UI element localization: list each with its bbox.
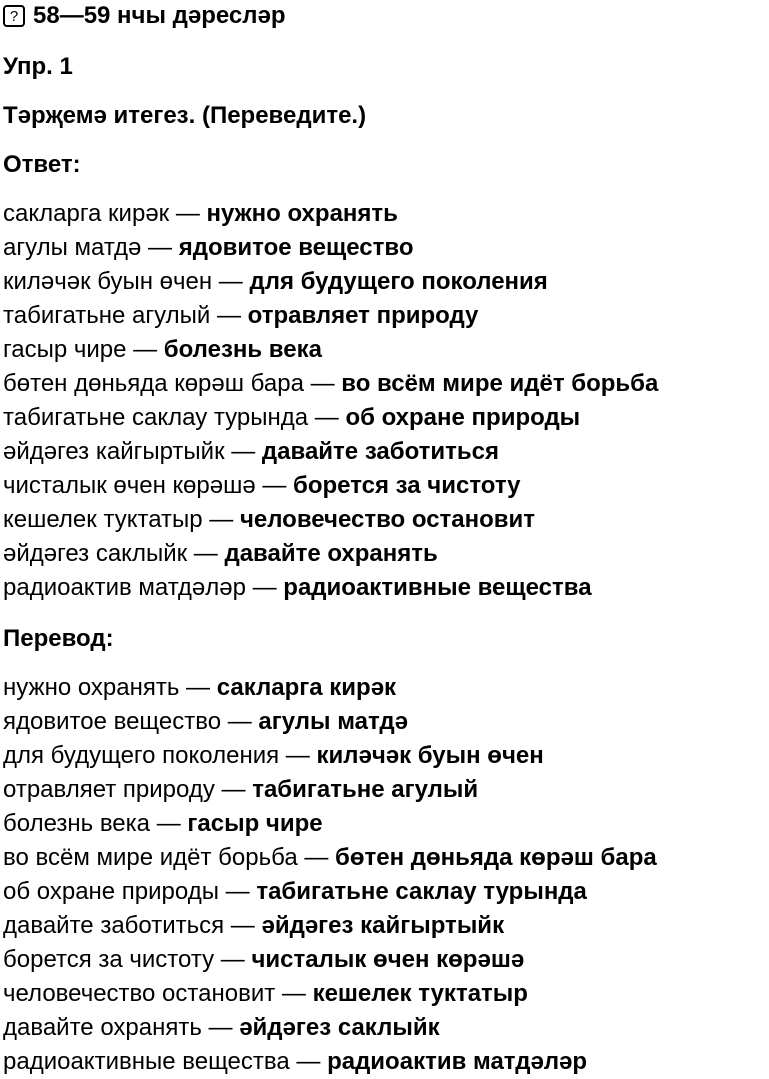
answer-item: табигатьне саклау турында — об охране природы [3,404,581,431]
translation-item: давайте заботиться — әйдәгез кайгыртыйк [3,912,505,939]
translation-list [3,671,657,1079]
translation-item: болезнь века — гасыр чире [3,810,323,837]
translation-item: для будущего поколения — киләчәк буын өчен [3,742,544,769]
translation-item: отравляет природу — табигатьне агулый [3,776,479,803]
question-box-icon[interactable]: ? [3,5,25,27]
exercise-task: Тәрҗемә итегез. (Переведите.) [3,102,367,129]
answer-item: гасыр чире — болезнь века [3,336,322,363]
answer-item: табигатьне агулый — отравляет природу [3,302,479,329]
answer-label: Ответ: [3,151,81,178]
translation-item: человечество остановит — кешелек туктатыр [3,980,528,1007]
answer-list [3,197,658,605]
translation-item: радиоактивные вещества — радиоактив матдәләр [3,1048,588,1075]
answer-item: радиоактив матдәләр — радиоактивные вещества [3,574,592,601]
lesson-title-row [3,0,286,32]
answer-item: әйдәгез саклыйк — давайте охранять [3,540,438,567]
lesson-title: 58—59 нчы дәресләр [33,2,286,29]
answer-item: кешелек туктатыр — человечество остановит [3,506,536,533]
translation-item: борется за чистоту — чисталык өчен көрәшә [3,946,525,973]
answer-item: чисталык өчен көрәшә — борется за чистоту [3,472,521,499]
answer-item: бөтен дөньяда көрәш бара — во всём мире идёт борьба [3,370,659,397]
translation-item: во всём мире идёт борьба — бөтен дөньяда көрәш бара [3,844,657,871]
answer-item: агулы матдә — ядовитое вещество [3,234,414,261]
exercise-label: Упр. 1 [3,53,73,80]
translation-item: ядовитое вещество — агулы матдә [3,708,408,735]
translation-label: Перевод: [3,625,114,652]
translation-item: нужно охранять — сакларга кирәк [3,674,397,701]
translation-item: об охране природы — табигатьне саклау турында [3,878,587,905]
answer-item: сакларга кирәк — нужно охранять [3,200,398,227]
answer-item: әйдәгез кайгыртыйк — давайте заботиться [3,438,500,465]
translation-item: давайте охранять — әйдәгез саклыйк [3,1014,440,1041]
answer-item: киләчәк буын өчен — для будущего поколения [3,268,548,295]
